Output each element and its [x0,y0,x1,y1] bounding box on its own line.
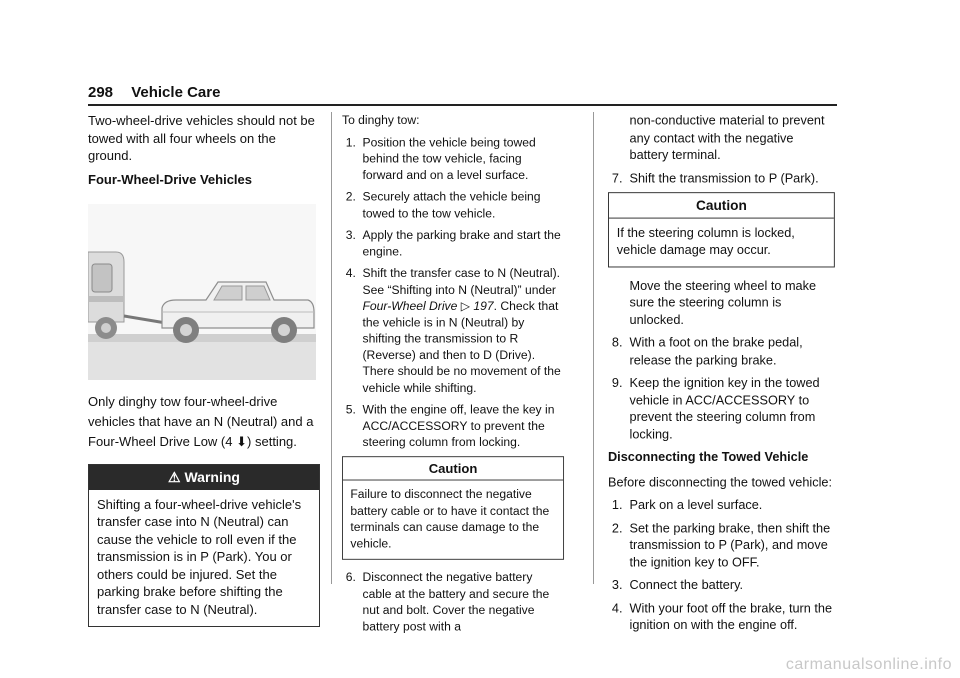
towing-illustration [88,204,316,380]
list-item: 1. Position the vehicle being towed behind the tow vehicle, facing forward and on a level surface. [345,134,536,182]
intro-paragraph: Two-wheel-drive vehicles should not be towed with all four wheels on the ground. [88,113,315,163]
list-item: 6. Disconnect the negative battery cable at the battery and secure the nut and bolt. Cover the negative battery post with a [345,570,550,634]
caution-body: If the steering column is locked, vehicle damage may occur. [616,224,795,257]
page-ref[interactable]: 197 [473,298,494,313]
page-header [88,84,220,101]
disconnect-steps [608,496,835,633]
list-item: 1. Park on a level surface. [611,497,763,512]
warning-title: Warning [184,469,240,485]
dinghy-steps-8-9 [608,334,835,443]
list-item: 5. With the engine off, leave the key in ACC/ACCESSORY to prevent the steering column from locking. [345,402,555,449]
header-rule [88,104,837,106]
column-divider-1 [331,112,332,584]
watermark: carmanualsonline.info [785,656,952,673]
section-title: Vehicle Care [131,84,221,101]
warning-header [89,465,319,490]
list-item: 3. Apply the parking brake and start the engine. [345,227,561,258]
step6-continued: non-conductive material to prevent any contact with the negative battery terminal. [629,112,825,162]
list-item: 2. Securely attach the vehicle being towed to the tow vehicle. [345,189,541,220]
caution-title: Caution [343,457,563,481]
caution-box [342,456,564,560]
step7-continued: Move the steering wheel to make sure the steering column is unlocked. [629,277,817,327]
dinghy-paragraph: Only dinghy tow four-wheel-drive vehicles that have an N (Neutral) and a Four-Wheel Drive Low (4 ⬇) setting. [88,394,314,449]
list-item: 9. Keep the ignition key in the towed vehicle in ACC/ACCESSORY to prevent the steering column from locking. [611,375,820,442]
list-item: 2. Set the parking brake, then shift the transmission to P (Park), and move the ignition key to OFF. [611,520,831,570]
column-3 [608,112,835,640]
section-heading: Disconnecting the Towed Vehicle [608,449,809,464]
list-item: 4. With your foot off the brake, turn the ignition on with the engine off. [611,600,833,633]
list-item: 7. Shift the transmission to P (Park). [611,170,819,185]
list-item: 3. Connect the battery. [611,577,744,593]
page-number: 298 [88,84,114,101]
tow-scene-graphic [88,204,316,380]
caution-box-2 [608,192,835,267]
column-divider-2 [593,112,594,584]
column-1 [88,112,320,635]
dinghy-steps-7 [608,169,835,186]
warning-box [88,464,320,627]
warning-icon: ⚠ [168,469,181,485]
list-item: 8. With a foot on the brake pedal, release the parking brake. [611,334,803,367]
page-ref-icon: ▷ [460,298,471,313]
dinghy-steps-cont [342,569,564,634]
warning-body: Shifting a four-wheel-drive vehicle's transfer case into N (Neutral) can cause the vehicle to roll even if the transmission is in P (Park). You or others could be injured. Set the parking brake before shifting the transfer case to N (Neutral). [97,496,302,617]
down-arrow-icon: ⬇ [236,434,248,449]
section-heading: Four-Wheel-Drive Vehicles [88,171,252,187]
cross-reference-link[interactable]: Four-Wheel Drive [362,298,458,313]
caution-title: Caution [609,193,834,218]
dinghy-intro: To dinghy tow: [342,112,420,127]
caution-body: Failure to disconnect the negative battery cable or to have it contact the terminals can cause damage to the vehicle. [350,487,550,550]
list-item: 4. Shift the transfer case to N (Neutral). See “Shifting into N (Neutral)” under Four-Wheel Drive ▷ 197. Check that the vehicle is in N (Neutral) by shifting the transmission to R (Reverse) and then to D (Drive). There should be no movement of the vehicle while shifting. [345,265,561,395]
column-2 [342,112,564,640]
dinghy-steps [342,134,564,450]
disconnect-intro: Before disconnecting the towed vehicle: [608,474,833,489]
